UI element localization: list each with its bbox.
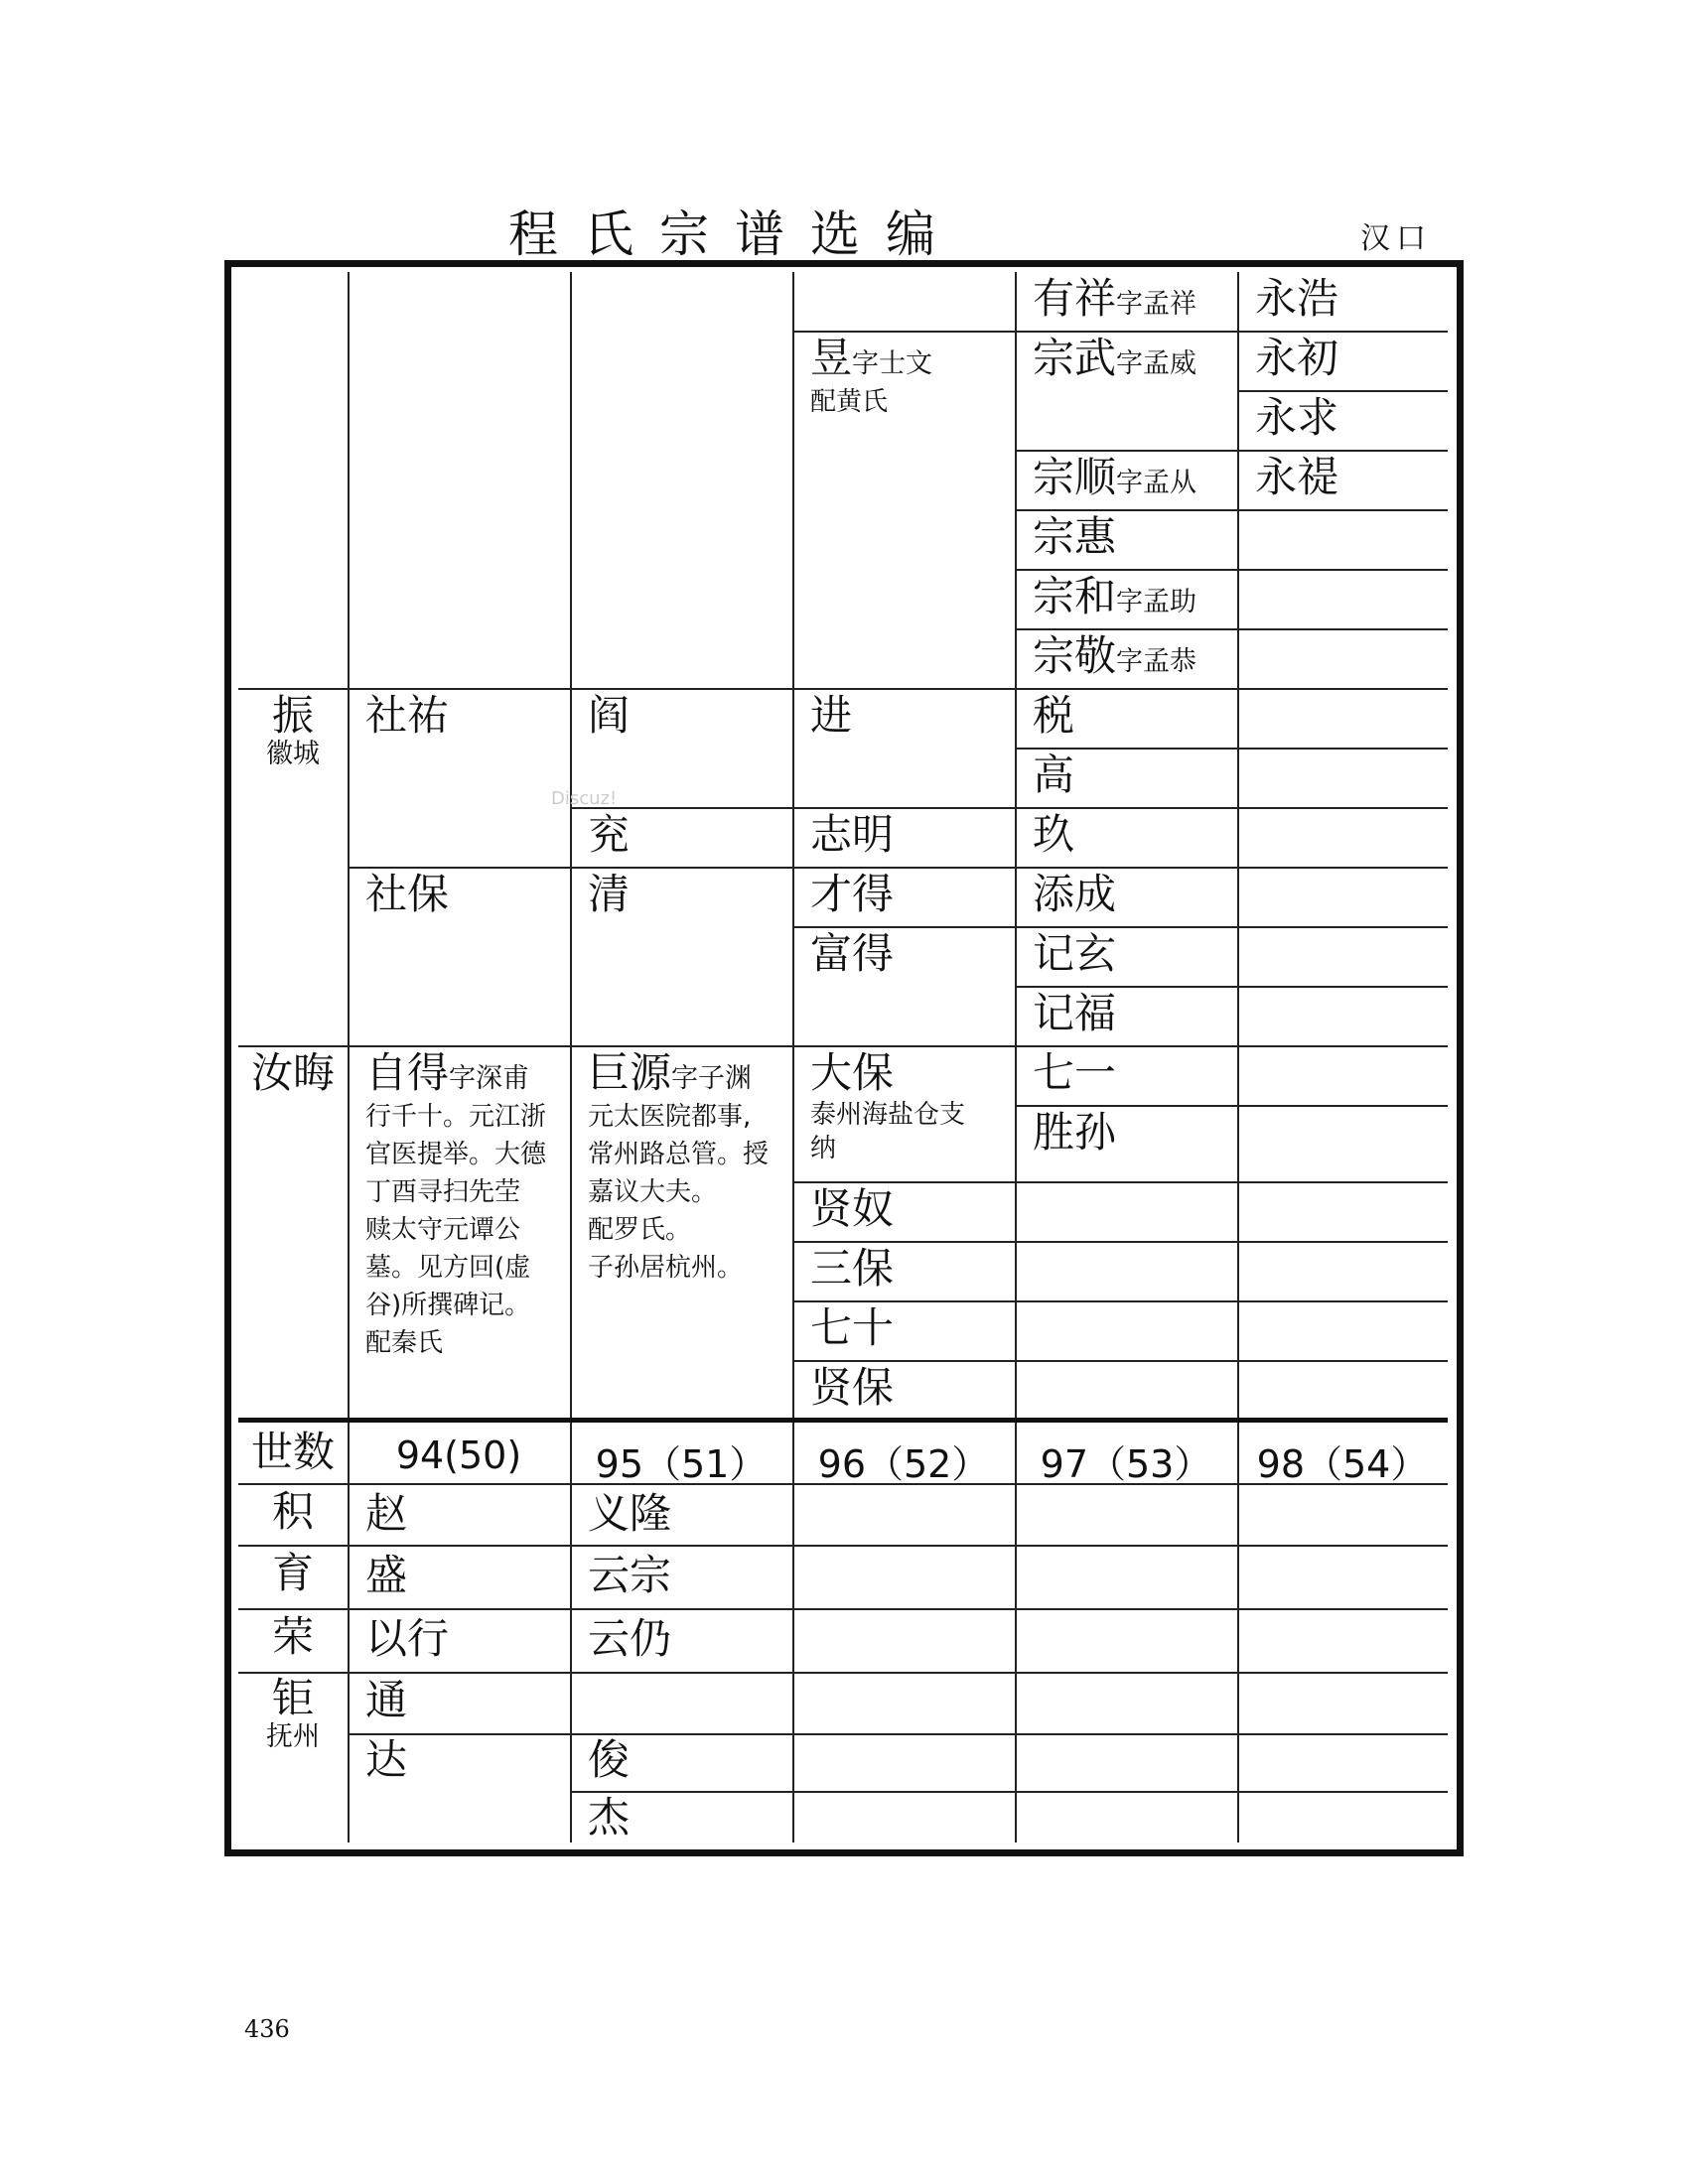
person-entry: 大保 泰州海盐仓支 纳 bbox=[810, 1048, 966, 1164]
person-entry: 自得字深甫 行千十。元江浙 官医提举。大德 丁酉寻扫先茔 赎太守元谭公 墓。见方回(虚 谷)所撰碑记。 配秦氏 bbox=[365, 1048, 547, 1359]
generation-number: 97（53） bbox=[1040, 1442, 1212, 1486]
person-entry: 宗顺字孟从 bbox=[1033, 453, 1197, 501]
person-entry: 盛 bbox=[365, 1551, 408, 1599]
ancestor-cell: 钜 抚州 bbox=[266, 1674, 320, 1753]
ancestor-cell: 育 bbox=[271, 1549, 314, 1597]
person-entry: 贤保 bbox=[810, 1363, 895, 1412]
person-entry: 社祐 bbox=[365, 691, 450, 740]
person-entry: 志明 bbox=[810, 810, 895, 859]
person-entry: 进 bbox=[810, 691, 853, 740]
generation-number: 94(50) bbox=[395, 1433, 522, 1477]
person-entry: 云仍 bbox=[588, 1614, 672, 1663]
person-entry: 税 bbox=[1033, 691, 1075, 740]
person-entry: 赵 bbox=[365, 1489, 408, 1538]
person-entry: 胜孙 bbox=[1033, 1108, 1117, 1157]
page-title: 程氏宗谱选编 bbox=[508, 205, 961, 263]
person-entry: 有祥字孟祥 bbox=[1033, 274, 1197, 323]
generation-number: 98（54） bbox=[1256, 1442, 1429, 1486]
person-entry: 才得 bbox=[810, 870, 895, 918]
person-entry: 添成 bbox=[1033, 870, 1117, 918]
person-entry: 永求 bbox=[1255, 393, 1339, 442]
person-entry: 记福 bbox=[1033, 989, 1117, 1037]
generation-number: 95（51） bbox=[595, 1442, 768, 1486]
person-entry: 清 bbox=[588, 870, 631, 918]
person-entry: 巨源字子渊 元太医院都事, 常州路总管。授 嘉议大夫。 配罗氏。 子孙居杭州。 bbox=[588, 1048, 770, 1284]
person-entry: 义隆 bbox=[588, 1489, 672, 1538]
person-entry: 以行 bbox=[365, 1614, 450, 1663]
person-entry: 兖 bbox=[588, 810, 631, 859]
person-entry: 云宗 bbox=[588, 1551, 672, 1599]
ancestor-cell: 积 bbox=[271, 1487, 314, 1536]
person-entry: 七十 bbox=[810, 1303, 895, 1352]
person-entry: 通 bbox=[365, 1676, 408, 1724]
person-entry: 达 bbox=[365, 1735, 408, 1784]
person-entry: 杰 bbox=[588, 1793, 631, 1842]
person-entry: 七一 bbox=[1033, 1048, 1117, 1097]
ancestor-cell: 荣 bbox=[271, 1612, 314, 1661]
person-entry: 永初 bbox=[1255, 334, 1339, 382]
person-entry: 宗武字孟威 bbox=[1033, 334, 1197, 382]
person-entry: 宗和字孟助 bbox=[1033, 572, 1197, 620]
person-entry: 记玄 bbox=[1033, 929, 1117, 978]
person-entry: 阎 bbox=[588, 691, 631, 740]
person-entry: 玖 bbox=[1033, 810, 1075, 859]
person-entry: 永禔 bbox=[1255, 453, 1339, 501]
ancestor-cell: 汝晦 bbox=[250, 1048, 335, 1097]
ancestor-cell: 振 徽城 bbox=[266, 691, 320, 770]
person-entry: 贤奴 bbox=[810, 1184, 895, 1233]
person-entry: 社保 bbox=[365, 870, 450, 918]
person-entry: 三保 bbox=[810, 1244, 895, 1293]
generation-label: 世数 bbox=[250, 1428, 335, 1476]
genealogy-table bbox=[238, 272, 1448, 1843]
person-entry: 宗敬字孟恭 bbox=[1033, 631, 1197, 680]
person-entry: 昱字士文 配黄氏 bbox=[810, 334, 933, 418]
page-number: 436 bbox=[244, 2015, 290, 2043]
place-label: 汉口 bbox=[1360, 221, 1432, 256]
person-entry: 高 bbox=[1033, 751, 1075, 799]
person-entry: 俊 bbox=[588, 1735, 631, 1784]
person-entry: 宗惠 bbox=[1033, 512, 1117, 561]
watermark: Discuz! bbox=[551, 788, 618, 809]
person-entry: 富得 bbox=[810, 929, 895, 978]
generation-number: 96（52） bbox=[817, 1442, 990, 1486]
person-entry: 永浩 bbox=[1255, 274, 1339, 323]
